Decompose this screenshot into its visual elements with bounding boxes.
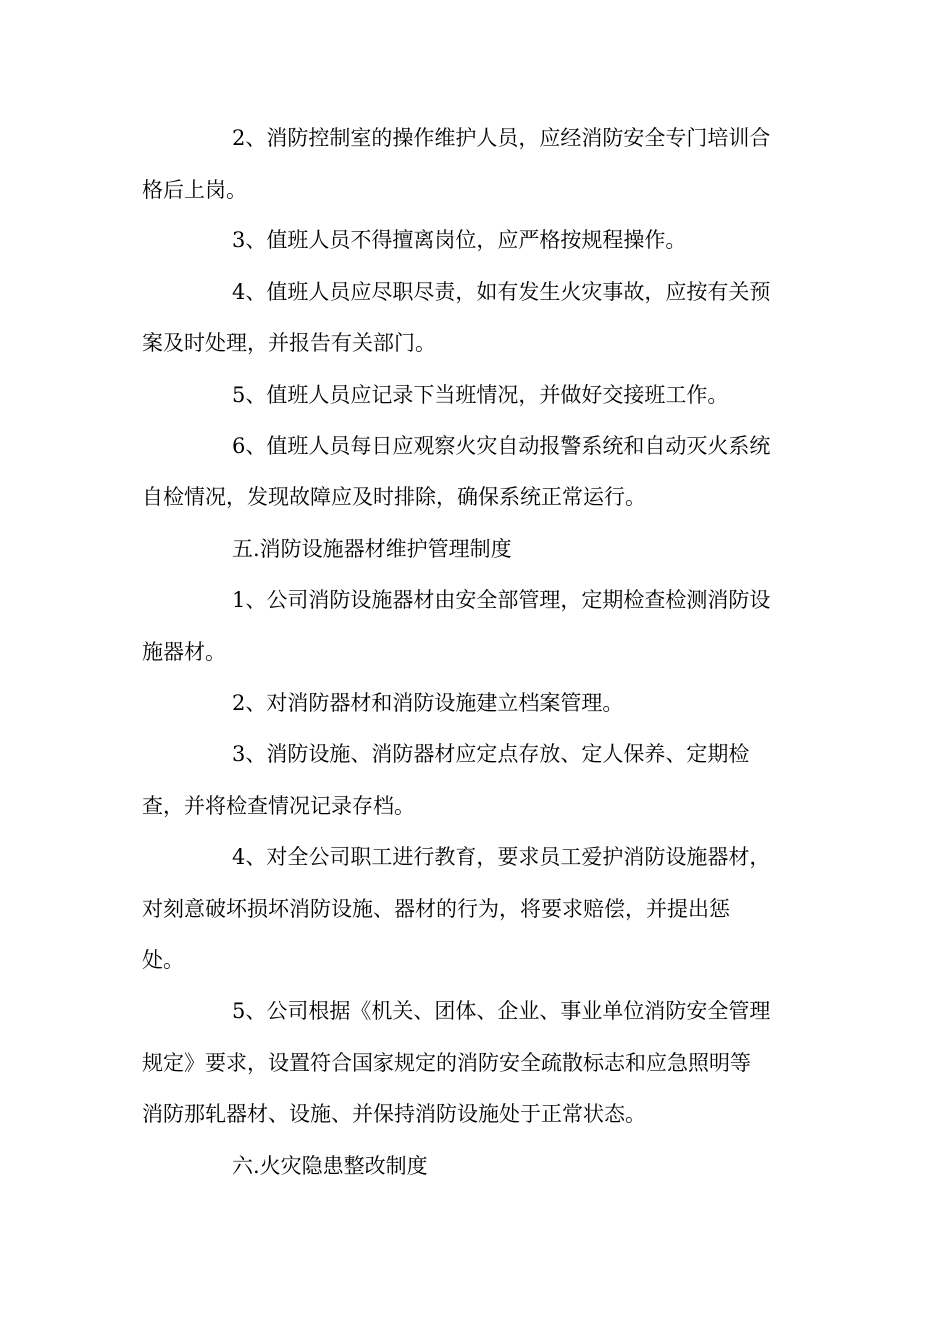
text-line: 格后上岗。 bbox=[142, 178, 247, 202]
text-line: 施器材。 bbox=[142, 640, 226, 664]
section-heading: 六.火灾隐患整改制度 bbox=[232, 1154, 428, 1178]
text-line: 4、对全公司职工进行教育，要求员工爱护消防设施器材， bbox=[232, 845, 771, 869]
text-line: 2、消防控制室的操作维护人员，应经消防安全专门培训合 bbox=[232, 126, 771, 150]
section-heading: 五.消防设施器材维护管理制度 bbox=[232, 537, 512, 561]
text-line: 处。 bbox=[142, 948, 184, 972]
text-line: 查，并将检查情况记录存档。 bbox=[142, 794, 415, 818]
text-line: 自检情况，发现故障应及时排除，确保系统正常运行。 bbox=[142, 485, 646, 509]
text-line: 3、消防设施、消防器材应定点存放、定人保养、定期检 bbox=[232, 742, 750, 766]
text-line: 4、值班人员应尽职尽责，如有发生火灾事故，应按有关预 bbox=[232, 280, 771, 304]
text-line: 消防那轧器材、设施、并保持消防设施处于正常状态。 bbox=[142, 1102, 646, 1126]
text-line: 规定》要求，设置符合国家规定的消防安全疏散标志和应急照明等 bbox=[142, 1051, 751, 1075]
text-line: 案及时处理，并报告有关部门。 bbox=[142, 331, 436, 355]
text-line: 6、值班人员每日应观察火灾自动报警系统和自动灭火系统 bbox=[232, 434, 771, 458]
text-line: 5、值班人员应记录下当班情况，并做好交接班工作。 bbox=[232, 383, 729, 407]
text-line: 1、公司消防设施器材由安全部管理，定期检查检测消防设 bbox=[232, 588, 771, 612]
text-line: 3、值班人员不得擅离岗位，应严格按规程操作。 bbox=[232, 228, 687, 252]
text-line: 对刻意破坏损坏消防设施、器材的行为，将要求赔偿，并提出惩 bbox=[142, 897, 730, 921]
text-line: 5、公司根据《机关、团体、企业、事业单位消防安全管理 bbox=[232, 999, 771, 1023]
text-line: 2、对消防器材和消防设施建立档案管理。 bbox=[232, 691, 624, 715]
